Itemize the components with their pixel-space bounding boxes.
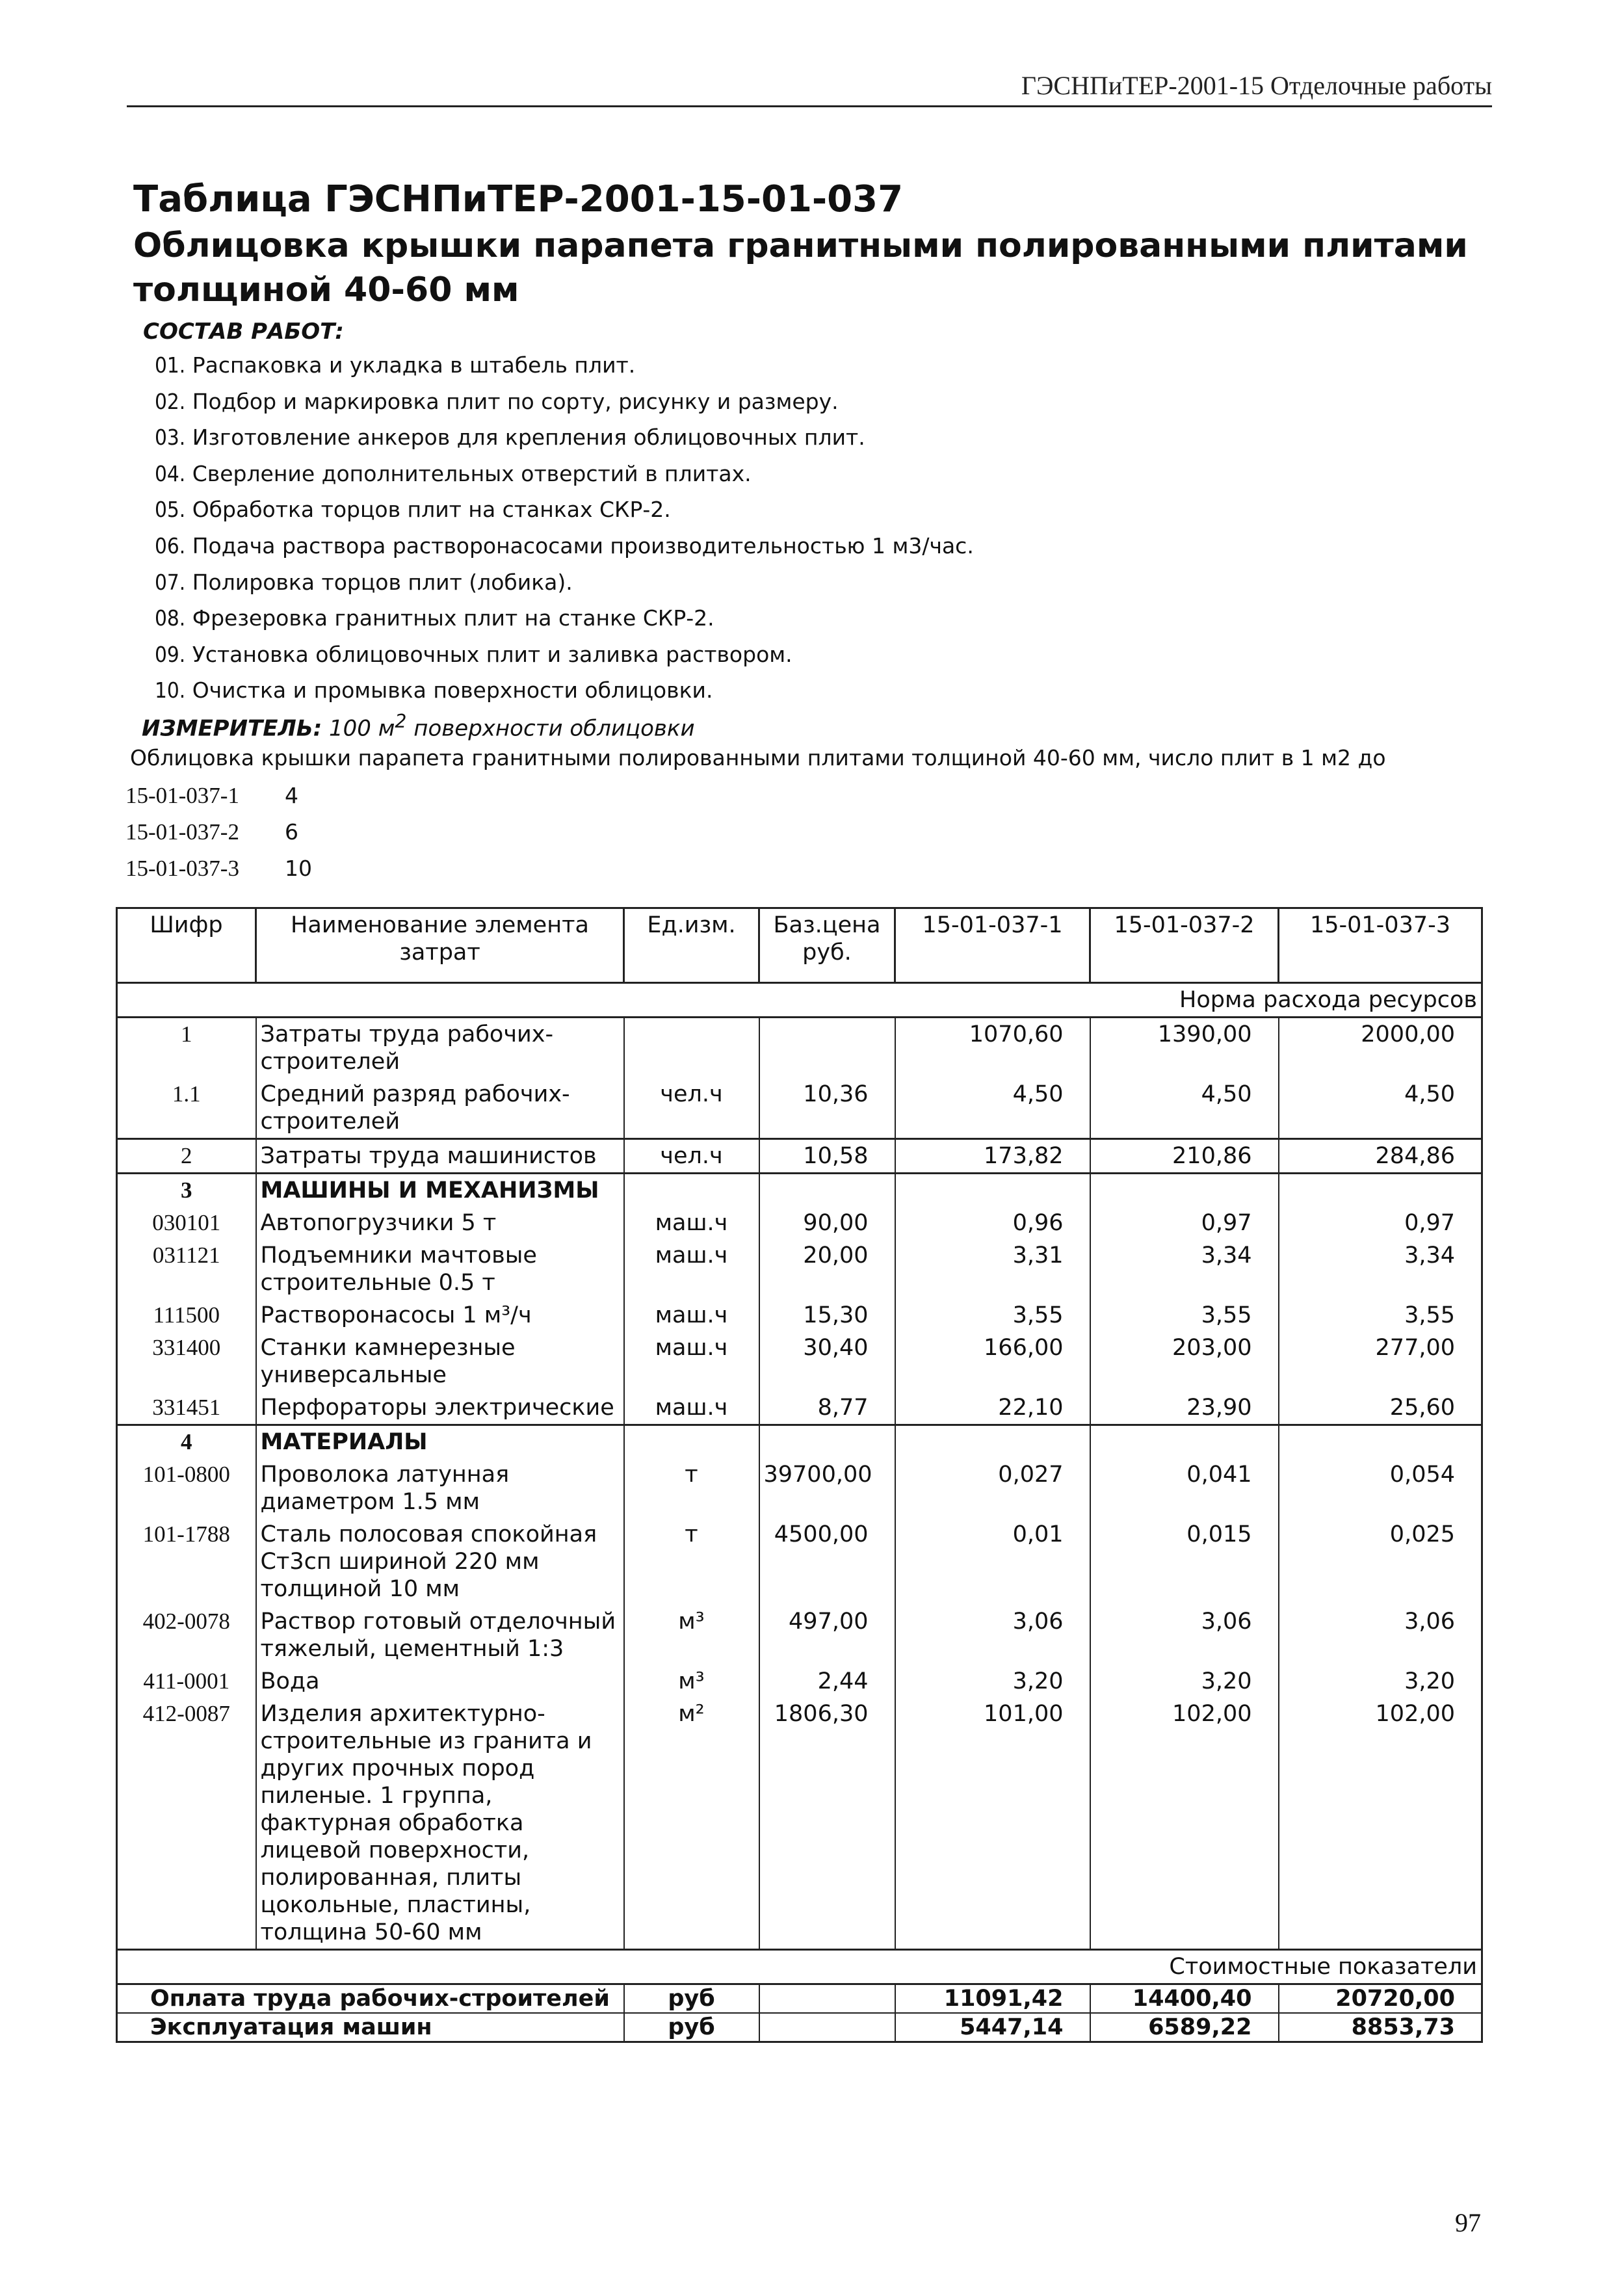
row-name: Перфораторы электрические <box>256 1391 624 1425</box>
table-row <box>117 1391 1482 1425</box>
row-value-1: 3,06 <box>895 1605 1090 1665</box>
row-code: 101-0800 <box>117 1458 256 1518</box>
row-price: 1806,30 <box>759 1698 895 1950</box>
row-code: 411-0001 <box>117 1665 256 1698</box>
work-text: Подача раствора растворонасосами производительностью 1 м3/час. <box>192 533 974 559</box>
summary-name: Эксплуатация машин <box>117 2013 624 2042</box>
row-price: 2,44 <box>759 1665 895 1698</box>
work-text: Очистка и промывка поверхности облицовки. <box>192 677 713 703</box>
row-price: 39700,00 <box>759 1458 895 1518</box>
table-row <box>117 1239 1482 1299</box>
measure-label: ИЗМЕРИТЕЛЬ: <box>142 715 322 742</box>
header-code: Шифр <box>117 908 256 983</box>
document-title <box>133 176 1499 312</box>
work-number: 07. <box>155 569 186 595</box>
summary-value-3: 20720,00 <box>1279 1984 1482 2014</box>
measure-line <box>142 711 695 741</box>
summary-unit: руб <box>624 1984 759 2014</box>
work-number: 03. <box>155 425 186 451</box>
work-list <box>155 347 1455 709</box>
summary-value-2: 14400,40 <box>1090 1984 1279 2014</box>
header-text: ГЭСНПиТЕР-2001-15 Отделочные работы <box>1021 71 1492 100</box>
row-value-2: 0,015 <box>1090 1518 1279 1605</box>
row-value-3: 3,20 <box>1279 1665 1482 1698</box>
norm-label: Норма расхода ресурсов <box>117 983 1482 1018</box>
row-value-1: 0,96 <box>895 1207 1090 1239</box>
summary-value-1: 11091,42 <box>895 1984 1090 2014</box>
row-code: 331451 <box>117 1391 256 1425</box>
row-unit: маш.ч <box>624 1207 759 1239</box>
code-value: 10 <box>285 856 312 881</box>
row-name: Затраты труда рабочих-строителей <box>256 1018 624 1079</box>
work-text: Фрезеровка гранитных плит на станке СКР-2. <box>192 605 714 631</box>
table-row <box>117 1299 1482 1332</box>
work-text: Изготовление анкеров для крепления облицовочных плит. <box>192 425 865 451</box>
row-value-2: 1390,00 <box>1090 1018 1279 1079</box>
work-text: Подбор и маркировка плит по сорту, рисунку и размеру. <box>192 388 839 414</box>
code-row <box>125 850 312 887</box>
row-value-3: 284,86 <box>1279 1139 1482 1174</box>
page-number: 97 <box>1455 2208 1481 2237</box>
row-value-1: 0,01 <box>895 1518 1090 1605</box>
row-name: Раствор готовый отделочный тяжелый, цементный 1:3 <box>256 1605 624 1665</box>
composition-heading: СОСТАВ РАБОТ: <box>143 319 344 345</box>
row-code: 2 <box>117 1139 256 1174</box>
row-unit: м² <box>624 1698 759 1950</box>
row-value-1: 22,10 <box>895 1391 1090 1425</box>
row-value-3: 3,06 <box>1279 1605 1482 1665</box>
work-item <box>155 384 1455 420</box>
section-row <box>117 1425 1482 1459</box>
work-item <box>155 492 1455 528</box>
row-name: Средний разряд рабочих-строителей <box>256 1078 624 1139</box>
row-value-2: 3,55 <box>1090 1299 1279 1332</box>
header-col-3: 15-01-037-3 <box>1279 908 1482 983</box>
row-value-2: 4,50 <box>1090 1078 1279 1139</box>
row-name: Сталь полосовая спокойная Ст3сп шириной 220 мм толщиной 10 мм <box>256 1518 624 1605</box>
row-code: 101-1788 <box>117 1518 256 1605</box>
summary-value-1: 5447,14 <box>895 2013 1090 2042</box>
row-unit: маш.ч <box>624 1391 759 1425</box>
header-col-1: 15-01-037-1 <box>895 908 1090 983</box>
table-row <box>117 1078 1482 1139</box>
row-value-2: 3,20 <box>1090 1665 1279 1698</box>
row-name: Автопогрузчики 5 т <box>256 1207 624 1239</box>
work-item <box>155 456 1455 492</box>
title-line-3: толщиной 40-60 мм <box>133 270 519 309</box>
row-value-1: 3,55 <box>895 1299 1090 1332</box>
row-value-3: 2000,00 <box>1279 1018 1482 1079</box>
row-value-1: 4,50 <box>895 1078 1090 1139</box>
row-price: 20,00 <box>759 1239 895 1299</box>
row-value-1: 101,00 <box>895 1698 1090 1950</box>
row-code: 1.1 <box>117 1078 256 1139</box>
row-value-2: 0,97 <box>1090 1207 1279 1239</box>
row-value-3: 3,34 <box>1279 1239 1482 1299</box>
row-unit: чел.ч <box>624 1078 759 1139</box>
resource-table <box>116 907 1483 2043</box>
table-row <box>117 1518 1482 1605</box>
row-price: 10,36 <box>759 1078 895 1139</box>
title-line-2: Облицовка крышки парапета гранитными полированными плитами <box>133 226 1468 265</box>
row-value-2: 3,06 <box>1090 1605 1279 1665</box>
row-value-2: 102,00 <box>1090 1698 1279 1950</box>
norm-row <box>117 983 1482 1018</box>
code-value: 6 <box>285 819 298 845</box>
section-row <box>117 1174 1482 1207</box>
table-row <box>117 1018 1482 1079</box>
row-unit: м³ <box>624 1605 759 1665</box>
row-name: Подъемники мачтовые строительные 0.5 т <box>256 1239 624 1299</box>
summary-value-2: 6589,22 <box>1090 2013 1279 2042</box>
table-row <box>117 1332 1482 1391</box>
header-row <box>117 908 1482 983</box>
table-row <box>117 1207 1482 1239</box>
work-text: Обработка торцов плит на станках СКР-2. <box>192 497 671 523</box>
code-row <box>125 778 312 814</box>
work-item <box>155 419 1455 456</box>
summary-row <box>117 2013 1482 2042</box>
summary-name: Оплата труда рабочих-строителей <box>117 1984 624 2014</box>
row-code: 4 <box>117 1425 256 1459</box>
row-price: 30,40 <box>759 1332 895 1391</box>
row-value-2: 203,00 <box>1090 1332 1279 1391</box>
work-text: Распаковка и укладка в штабель плит. <box>192 352 636 378</box>
table-row <box>117 1698 1482 1950</box>
work-item <box>155 672 1455 709</box>
work-number: 05. <box>155 497 186 523</box>
row-value-3: 0,97 <box>1279 1207 1482 1239</box>
row-code: 031121 <box>117 1239 256 1299</box>
row-value-3: 0,054 <box>1279 1458 1482 1518</box>
table-row <box>117 1139 1482 1174</box>
row-code: 1 <box>117 1018 256 1079</box>
header-name: Наименование элемента затрат <box>256 908 624 983</box>
row-value-3: 277,00 <box>1279 1332 1482 1391</box>
row-code: 402-0078 <box>117 1605 256 1665</box>
row-value-2: 23,90 <box>1090 1391 1279 1425</box>
table-row <box>117 1665 1482 1698</box>
row-price <box>759 1018 895 1079</box>
work-number: 06. <box>155 533 186 559</box>
row-value-1: 0,027 <box>895 1458 1090 1518</box>
description: Облицовка крышки парапета гранитными полированными плитами толщиной 40-60 мм, число плит в 1 м2 до <box>130 745 1386 770</box>
row-price: 10,58 <box>759 1139 895 1174</box>
row-value-2: 0,041 <box>1090 1458 1279 1518</box>
table-body <box>117 908 1482 2042</box>
title-line-1: Таблица ГЭСНПиТЕР-2001-15-01-037 <box>133 178 904 220</box>
row-unit <box>624 1018 759 1079</box>
summary-row <box>117 1984 1482 2014</box>
work-text: Полировка торцов плит (лобика). <box>192 569 573 595</box>
header-unit: Ед.изм. <box>624 908 759 983</box>
summary-unit: руб <box>624 2013 759 2042</box>
row-code: 3 <box>117 1174 256 1207</box>
page-header <box>127 65 1492 107</box>
row-value-1: 1070,60 <box>895 1018 1090 1079</box>
work-number: 08. <box>155 605 186 631</box>
row-name: Вода <box>256 1665 624 1698</box>
row-value-2: 3,34 <box>1090 1239 1279 1299</box>
work-item <box>155 637 1455 673</box>
row-unit: т <box>624 1458 759 1518</box>
code-list <box>125 778 312 887</box>
row-value-3: 102,00 <box>1279 1698 1482 1950</box>
row-value-3: 0,025 <box>1279 1518 1482 1605</box>
work-number: 10. <box>155 677 186 703</box>
row-name: Проволока латунная диаметром 1.5 мм <box>256 1458 624 1518</box>
row-value-3: 4,50 <box>1279 1078 1482 1139</box>
section-title: МАШИНЫ И МЕХАНИЗМЫ <box>256 1174 624 1207</box>
work-text: Установка облицовочных плит и заливка раствором. <box>192 641 792 667</box>
row-code: 111500 <box>117 1299 256 1332</box>
cost-row <box>117 1950 1482 1984</box>
header-price: Баз.цена руб. <box>759 908 895 983</box>
row-code: 030101 <box>117 1207 256 1239</box>
cost-label: Стоимостные показатели <box>117 1950 1482 1984</box>
row-code: 331400 <box>117 1332 256 1391</box>
work-item <box>155 600 1455 637</box>
code: 15-01-037-1 <box>125 783 239 808</box>
row-unit: м³ <box>624 1665 759 1698</box>
row-price: 15,30 <box>759 1299 895 1332</box>
work-number: 02. <box>155 388 186 414</box>
code-value: 4 <box>285 783 298 808</box>
table-row <box>117 1605 1482 1665</box>
row-value-2: 210,86 <box>1090 1139 1279 1174</box>
row-price: 8,77 <box>759 1391 895 1425</box>
row-unit: маш.ч <box>624 1332 759 1391</box>
row-name: Изделия архитектурно-строительные из гранита и других прочных пород пиленые. 1 группа, фактурная обработка лицевой поверхности, полированная, плиты цокольные, пластины, толщина 50-60 мм <box>256 1698 624 1950</box>
row-value-3: 25,60 <box>1279 1391 1482 1425</box>
row-value-1: 166,00 <box>895 1332 1090 1391</box>
code: 15-01-037-2 <box>125 819 239 845</box>
row-unit: т <box>624 1518 759 1605</box>
code: 15-01-037-3 <box>125 856 239 881</box>
row-value-3: 3,55 <box>1279 1299 1482 1332</box>
work-text: Сверление дополнительных отверстий в плитах. <box>192 460 752 486</box>
row-name: Затраты труда машинистов <box>256 1139 624 1174</box>
row-name: Станки камнерезные универсальные <box>256 1332 624 1391</box>
work-item <box>155 347 1455 384</box>
measure-sup: 2 <box>395 711 407 732</box>
table-row <box>117 1458 1482 1518</box>
row-value-1: 3,31 <box>895 1239 1090 1299</box>
work-number: 09. <box>155 641 186 667</box>
row-price: 90,00 <box>759 1207 895 1239</box>
row-price: 4500,00 <box>759 1518 895 1605</box>
row-unit: маш.ч <box>624 1239 759 1299</box>
row-value-1: 173,82 <box>895 1139 1090 1174</box>
row-code: 412-0087 <box>117 1698 256 1950</box>
row-price: 497,00 <box>759 1605 895 1665</box>
measure-rest: поверхности облицовки <box>406 715 695 742</box>
row-unit: чел.ч <box>624 1139 759 1174</box>
header-col-2: 15-01-037-2 <box>1090 908 1279 983</box>
work-number: 01. <box>155 352 186 378</box>
row-value-1: 3,20 <box>895 1665 1090 1698</box>
measure-value: 100 м <box>329 715 395 742</box>
work-number: 04. <box>155 460 186 486</box>
work-item <box>155 528 1455 564</box>
row-name: Растворонасосы 1 м³/ч <box>256 1299 624 1332</box>
row-unit: маш.ч <box>624 1299 759 1332</box>
summary-value-3: 8853,73 <box>1279 2013 1482 2042</box>
code-row <box>125 814 312 850</box>
section-title: МАТЕРИАЛЫ <box>256 1425 624 1459</box>
work-item <box>155 564 1455 601</box>
